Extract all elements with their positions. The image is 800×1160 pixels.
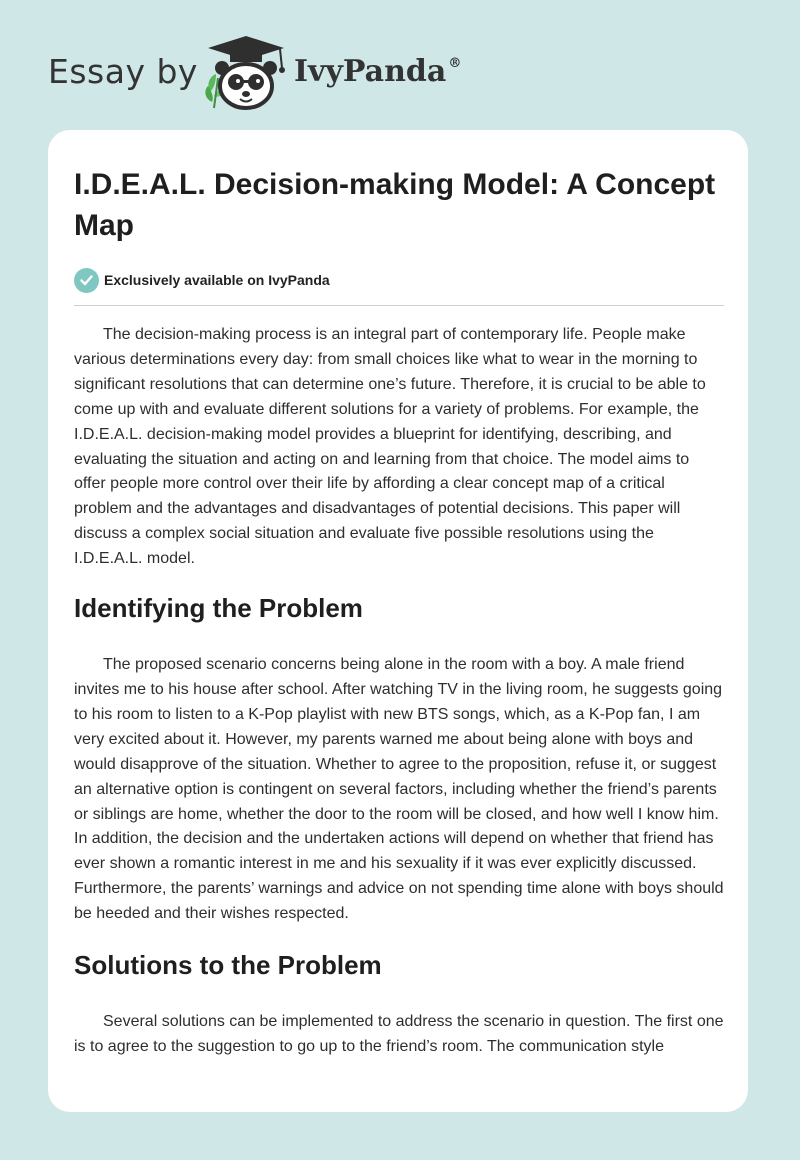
brand-text: IvyPanda [294, 54, 447, 89]
page-title: I.D.E.A.L. Decision-making Model: A Concept Map [74, 168, 716, 242]
section-heading-identifying: Identifying the Problem [74, 593, 363, 624]
exclusive-badge-label: Exclusively available on IvyPanda [104, 272, 330, 288]
registered-mark: ® [448, 56, 462, 71]
divider [74, 305, 724, 306]
paragraph-solutions: Several solutions can be implemented to address the scenario in question. The first one is to agree to the suggestion to go up to the friend’s room. The communication style [74, 1013, 724, 1055]
check-circle-icon [74, 268, 99, 293]
brand-name[interactable] [294, 54, 461, 89]
paragraph-problem: The proposed scenario concerns being alone in the room with a boy. A male friend invites me to his house after school. After watching TV in the living room, he suggests going to his room to listen to a K-Pop playlist with new BTS songs, which, as a K-Pop fan, I am very excited about it. However, my parents warned me about being alone with boys and would disapprove of the situation. Whether to agree to the proposition, refuse it, or suggest an alternative option is contingent on several factors, including whether the friend’s parents or siblings are home, whether the door to the room will be closed, and how well I know him. In addition, the decision and the undertaken actions will depend on whether that friend has ever shown a romantic interest in me and his sexuality if it was ever explicitly discussed. Furthermore, the parents’ warnings and advice on not spending time alone with boys should be heeded and their wishes respected. [74, 656, 724, 923]
essay-card [48, 130, 748, 1112]
essay-by-label: Essay by [48, 52, 198, 91]
essay-content [74, 164, 724, 1060]
panda-graduate-icon[interactable] [200, 34, 292, 112]
site-header [48, 34, 488, 114]
section-heading-solutions: Solutions to the Problem [74, 950, 382, 981]
paragraph-intro: The decision-making process is an integral part of contemporary life. People make various determinations every day: from small choices like what to wear in the morning to significant resolutions that can determine one’s future. Therefore, it is crucial to be able to come up with and evaluate different solutions for a variety of problems. For example, the I.D.E.A.L. decision-making model provides a blueprint for identifying, describing, and evaluating the situation and acting on and learning from that choice. The model aims to offer people more control over their life by affording a clear concept map of a critical problem and the advantages and disadvantages of potential decisions. This paper will discuss a complex social situation and evaluate five possible resolutions using the I.D.E.A.L. model. [74, 326, 706, 568]
exclusive-badge [74, 266, 724, 294]
